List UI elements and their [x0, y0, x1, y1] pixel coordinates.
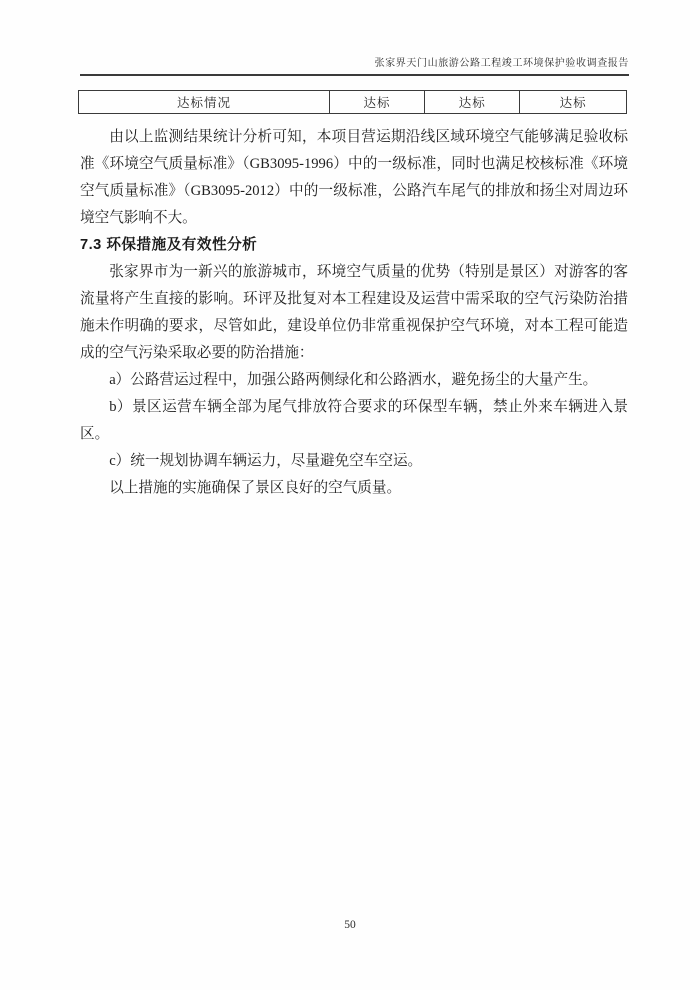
page-number: 50 — [344, 919, 356, 931]
list-item-b: b）景区运营车辆全部为尾气排放符合要求的环保型车辆，禁止外来车辆进入景区。 — [80, 399, 628, 442]
table-cell-result-2: 达标 — [424, 91, 519, 113]
closing-line: 以上措施的实施确保了景区良好的空气质量。 — [109, 480, 402, 496]
table-cell-result-3: 达标 — [519, 91, 626, 113]
table-cell-result-1: 达标 — [329, 91, 424, 113]
section-heading-7-3: 7.3 环保措施及有效性分析 — [80, 237, 258, 253]
page-footer — [0, 919, 700, 931]
paragraph-monitoring-conclusion: 由以上监测结果统计分析可知，本项目营运期沿线区域环境空气能够满足验收标准《环境空气质量标准》（GB3095-1996）中的一级标准，同时也满足校核标准《环境空气质量标准》（GB3095-2012）中的一级标准，公路汽车尾气的排放和扬尘对周边环境空气影响不大。 — [80, 129, 628, 226]
paragraph-measures-intro: 张家界市为一新兴的旅游城市，环境空气质量的优势（特别是景区）对游客的客流量将产生直接的影响。环评及批复对本工程建设及运营中需采取的空气污染防治措施未作明确的要求，尽管如此，建设单位仍非常重视保护空气环境，对本工程可能造成的空气污染采取必要的防治措施： — [80, 264, 628, 361]
list-item-c: c）统一规划协调车辆运力，尽量避免空车空运。 — [109, 453, 423, 469]
document-body — [80, 124, 628, 502]
header-title: 张家界天门山旅游公路工程竣工环境保护验收调查报告 — [374, 58, 629, 69]
list-item-a: a）公路营运过程中，加强公路两侧绿化和公路洒水，避免扬尘的大量产生。 — [109, 372, 598, 388]
page-header — [80, 54, 629, 76]
table-cell-label: 达标情况 — [176, 96, 231, 110]
compliance-table — [78, 90, 627, 114]
